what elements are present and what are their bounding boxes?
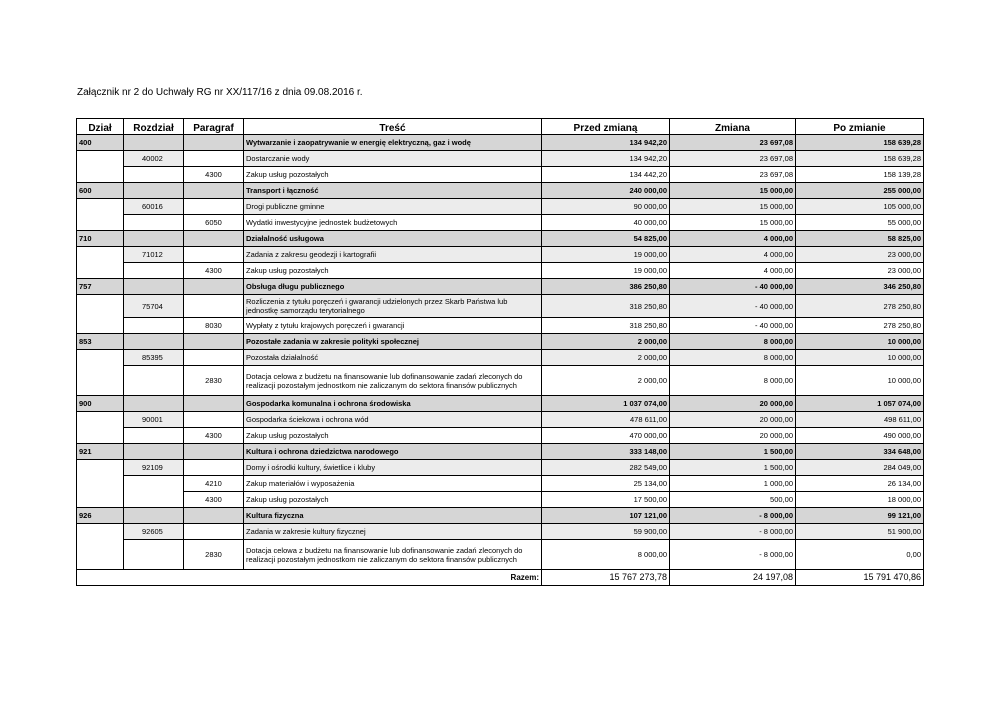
rozdzial-cell: [124, 318, 184, 334]
po-zmianie-cell: 158 639,28: [796, 135, 924, 151]
dzial-cell: 600: [77, 183, 124, 199]
rozdzial-cell: [124, 540, 184, 570]
po-zmianie-cell: 18 000,00: [796, 492, 924, 508]
dzial-cell: [77, 492, 124, 508]
paragraph-row: [77, 476, 924, 492]
paragraph-row: [77, 318, 924, 334]
zmiana-cell: 23 697,08: [670, 151, 796, 167]
header-row: [77, 119, 924, 135]
rozdzial-cell: [124, 135, 184, 151]
dzial-cell: [77, 199, 124, 215]
rozdzial-cell: 85395: [124, 350, 184, 366]
rozdzial-cell: [124, 167, 184, 183]
dzial-cell: [77, 295, 124, 318]
zmiana-cell: 20 000,00: [670, 396, 796, 412]
tresc-cell: Zakup usług pozostałych: [244, 167, 542, 183]
zmiana-cell: 1 500,00: [670, 444, 796, 460]
tresc-cell: Zakup usług pozostałych: [244, 492, 542, 508]
zmiana-cell: 8 000,00: [670, 334, 796, 350]
budget-table: [76, 118, 924, 586]
tresc-cell: Zakup materiałów i wyposażenia: [244, 476, 542, 492]
dzial-cell: 921: [77, 444, 124, 460]
paragraf-cell: 2830: [184, 540, 244, 570]
header-zmiana: Zmiana: [670, 119, 796, 135]
total-przed: 15 767 273,78: [542, 570, 670, 586]
header-przed-zmiana: Przed zmianą: [542, 119, 670, 135]
po-zmianie-cell: 51 900,00: [796, 524, 924, 540]
dzial-cell: 853: [77, 334, 124, 350]
paragraf-cell: 4210: [184, 476, 244, 492]
paragraf-cell: 8030: [184, 318, 244, 334]
zmiana-cell: - 40 000,00: [670, 279, 796, 295]
zmiana-cell: 15 000,00: [670, 215, 796, 231]
chapter-row: [77, 412, 924, 428]
rozdzial-cell: 40002: [124, 151, 184, 167]
tresc-cell: Domy i ośrodki kultury, świetlice i kluby: [244, 460, 542, 476]
przed-zmiana-cell: 90 000,00: [542, 199, 670, 215]
tresc-cell: Kultura i ochrona dziedzictwa narodowego: [244, 444, 542, 460]
rozdzial-cell: [124, 444, 184, 460]
zmiana-cell: - 40 000,00: [670, 318, 796, 334]
przed-zmiana-cell: 282 549,00: [542, 460, 670, 476]
paragraf-cell: [184, 183, 244, 199]
total-zmiana: 24 197,08: [670, 570, 796, 586]
rozdzial-cell: [124, 231, 184, 247]
section-row: [77, 279, 924, 295]
zmiana-cell: 8 000,00: [670, 366, 796, 396]
zmiana-cell: 500,00: [670, 492, 796, 508]
po-zmianie-cell: 23 000,00: [796, 263, 924, 279]
paragraf-cell: [184, 199, 244, 215]
zmiana-cell: - 8 000,00: [670, 508, 796, 524]
paragraf-cell: 2830: [184, 366, 244, 396]
total-row: [77, 570, 924, 586]
rozdzial-cell: [124, 279, 184, 295]
tresc-cell: Drogi publiczne gminne: [244, 199, 542, 215]
przed-zmiana-cell: 2 000,00: [542, 350, 670, 366]
tresc-cell: Rozliczenia z tytułu poręczeń i gwarancji udzielonych przez Skarb Państwa lub jednostkę samorządu terytorialnego: [244, 295, 542, 318]
paragraf-cell: [184, 396, 244, 412]
dzial-cell: [77, 476, 124, 492]
rozdzial-cell: [124, 492, 184, 508]
tresc-cell: Zakup usług pozostałych: [244, 263, 542, 279]
paragraf-cell: [184, 460, 244, 476]
dzial-cell: 926: [77, 508, 124, 524]
chapter-row: [77, 247, 924, 263]
rozdzial-cell: 71012: [124, 247, 184, 263]
paragraph-row: [77, 366, 924, 396]
header-rozdzial: Rozdział: [124, 119, 184, 135]
zmiana-cell: 4 000,00: [670, 231, 796, 247]
section-row: [77, 231, 924, 247]
document-title: Załącznik nr 2 do Uchwały RG nr XX/117/16 z dnia 09.08.2016 r.: [77, 87, 363, 98]
tresc-cell: Wypłaty z tytułu krajowych poręczeń i gwarancji: [244, 318, 542, 334]
po-zmianie-cell: 158 139,28: [796, 167, 924, 183]
zmiana-cell: 20 000,00: [670, 428, 796, 444]
rozdzial-cell: [124, 183, 184, 199]
paragraf-cell: [184, 151, 244, 167]
przed-zmiana-cell: 470 000,00: [542, 428, 670, 444]
zmiana-cell: 15 000,00: [670, 183, 796, 199]
po-zmianie-cell: 105 000,00: [796, 199, 924, 215]
section-row: [77, 183, 924, 199]
przed-zmiana-cell: 1 037 074,00: [542, 396, 670, 412]
paragraf-cell: [184, 295, 244, 318]
header-po-zmianie: Po zmianie: [796, 119, 924, 135]
paragraf-cell: [184, 334, 244, 350]
total-po: 15 791 470,86: [796, 570, 924, 586]
przed-zmiana-cell: 478 611,00: [542, 412, 670, 428]
zmiana-cell: 15 000,00: [670, 199, 796, 215]
zmiana-cell: 20 000,00: [670, 412, 796, 428]
zmiana-cell: 1 000,00: [670, 476, 796, 492]
chapter-row: [77, 295, 924, 318]
zmiana-cell: 4 000,00: [670, 263, 796, 279]
tresc-cell: Dostarczanie wody: [244, 151, 542, 167]
po-zmianie-cell: 278 250,80: [796, 318, 924, 334]
header-paragraf: Paragraf: [184, 119, 244, 135]
rozdzial-cell: [124, 396, 184, 412]
chapter-row: [77, 460, 924, 476]
paragraf-cell: 4300: [184, 492, 244, 508]
po-zmianie-cell: 10 000,00: [796, 334, 924, 350]
paragraf-cell: [184, 247, 244, 263]
rozdzial-cell: 92109: [124, 460, 184, 476]
dzial-cell: [77, 215, 124, 231]
przed-zmiana-cell: 40 000,00: [542, 215, 670, 231]
dzial-cell: 900: [77, 396, 124, 412]
zmiana-cell: - 8 000,00: [670, 524, 796, 540]
rozdzial-cell: [124, 215, 184, 231]
po-zmianie-cell: 10 000,00: [796, 366, 924, 396]
dzial-cell: [77, 428, 124, 444]
po-zmianie-cell: 158 639,28: [796, 151, 924, 167]
przed-zmiana-cell: 54 825,00: [542, 231, 670, 247]
zmiana-cell: 8 000,00: [670, 350, 796, 366]
paragraf-cell: [184, 508, 244, 524]
po-zmianie-cell: 10 000,00: [796, 350, 924, 366]
paragraf-cell: 4300: [184, 167, 244, 183]
tresc-cell: Wydatki inwestycyjne jednostek budżetowych: [244, 215, 542, 231]
rozdzial-cell: 92605: [124, 524, 184, 540]
zmiana-cell: 23 697,08: [670, 167, 796, 183]
przed-zmiana-cell: 318 250,80: [542, 295, 670, 318]
tresc-cell: Wytwarzanie i zaopatrywanie w energię elektryczną, gaz i wodę: [244, 135, 542, 151]
po-zmianie-cell: 278 250,80: [796, 295, 924, 318]
paragraf-cell: 4300: [184, 428, 244, 444]
section-row: [77, 396, 924, 412]
rozdzial-cell: 75704: [124, 295, 184, 318]
tresc-cell: Działalność usługowa: [244, 231, 542, 247]
tresc-cell: Kultura fizyczna: [244, 508, 542, 524]
dzial-cell: [77, 263, 124, 279]
po-zmianie-cell: 55 000,00: [796, 215, 924, 231]
zmiana-cell: 23 697,08: [670, 135, 796, 151]
paragraf-cell: [184, 135, 244, 151]
przed-zmiana-cell: 240 000,00: [542, 183, 670, 199]
dzial-cell: [77, 460, 124, 476]
dzial-cell: [77, 247, 124, 263]
tresc-cell: Gospodarka komunalna i ochrona środowiska: [244, 396, 542, 412]
tresc-cell: Dotacja celowa z budżetu na finansowanie lub dofinansowanie zadań zleconych do realizacji pozostałym jednostkom nie zaliczanym do sektora finansów publicznych: [244, 540, 542, 570]
rozdzial-cell: [124, 366, 184, 396]
section-row: [77, 444, 924, 460]
dzial-cell: [77, 412, 124, 428]
przed-zmiana-cell: 19 000,00: [542, 263, 670, 279]
section-row: [77, 508, 924, 524]
paragraf-cell: [184, 231, 244, 247]
header-tresc: Treść: [244, 119, 542, 135]
paragraf-cell: [184, 524, 244, 540]
po-zmianie-cell: 284 049,00: [796, 460, 924, 476]
rozdzial-cell: [124, 428, 184, 444]
przed-zmiana-cell: 59 900,00: [542, 524, 670, 540]
chapter-row: [77, 199, 924, 215]
paragraph-row: [77, 215, 924, 231]
dzial-cell: [77, 151, 124, 167]
chapter-row: [77, 524, 924, 540]
tresc-cell: Zadania w zakresie kultury fizycznej: [244, 524, 542, 540]
paragraph-row: [77, 167, 924, 183]
rozdzial-cell: [124, 476, 184, 492]
rozdzial-cell: [124, 334, 184, 350]
dzial-cell: [77, 366, 124, 396]
paragraf-cell: [184, 350, 244, 366]
po-zmianie-cell: 255 000,00: [796, 183, 924, 199]
przed-zmiana-cell: 134 942,20: [542, 135, 670, 151]
paragraph-row: [77, 492, 924, 508]
przed-zmiana-cell: 19 000,00: [542, 247, 670, 263]
section-row: [77, 135, 924, 151]
przed-zmiana-cell: 318 250,80: [542, 318, 670, 334]
dzial-cell: 757: [77, 279, 124, 295]
po-zmianie-cell: 0,00: [796, 540, 924, 570]
po-zmianie-cell: 58 825,00: [796, 231, 924, 247]
przed-zmiana-cell: 2 000,00: [542, 334, 670, 350]
rozdzial-cell: [124, 508, 184, 524]
paragraf-cell: 6050: [184, 215, 244, 231]
tresc-cell: Pozostała działalność: [244, 350, 542, 366]
tresc-cell: Gospodarka ściekowa i ochrona wód: [244, 412, 542, 428]
tresc-cell: Pozostałe zadania w zakresie polityki społecznej: [244, 334, 542, 350]
rozdzial-cell: 60016: [124, 199, 184, 215]
zmiana-cell: 1 500,00: [670, 460, 796, 476]
po-zmianie-cell: 490 000,00: [796, 428, 924, 444]
po-zmianie-cell: 346 250,80: [796, 279, 924, 295]
przed-zmiana-cell: 8 000,00: [542, 540, 670, 570]
przed-zmiana-cell: 17 500,00: [542, 492, 670, 508]
dzial-cell: [77, 167, 124, 183]
dzial-cell: [77, 524, 124, 540]
dzial-cell: 710: [77, 231, 124, 247]
po-zmianie-cell: 23 000,00: [796, 247, 924, 263]
przed-zmiana-cell: 333 148,00: [542, 444, 670, 460]
tresc-cell: Dotacja celowa z budżetu na finansowanie lub dofinansowanie zadań zleconych do realizacji pozostałym jednostkom nie zaliczanym do sektora finansów publicznych: [244, 366, 542, 396]
section-row: [77, 334, 924, 350]
dzial-cell: [77, 318, 124, 334]
paragraf-cell: [184, 444, 244, 460]
zmiana-cell: - 40 000,00: [670, 295, 796, 318]
paragraph-row: [77, 428, 924, 444]
rozdzial-cell: 90001: [124, 412, 184, 428]
tresc-cell: Transport i łączność: [244, 183, 542, 199]
dzial-cell: 400: [77, 135, 124, 151]
zmiana-cell: 4 000,00: [670, 247, 796, 263]
dzial-cell: [77, 350, 124, 366]
przed-zmiana-cell: 134 942,20: [542, 151, 670, 167]
paragraph-row: [77, 540, 924, 570]
po-zmianie-cell: 26 134,00: [796, 476, 924, 492]
chapter-row: [77, 350, 924, 366]
dzial-cell: [77, 540, 124, 570]
po-zmianie-cell: 1 057 074,00: [796, 396, 924, 412]
tresc-cell: Zakup usług pozostałych: [244, 428, 542, 444]
paragraf-cell: [184, 279, 244, 295]
przed-zmiana-cell: 25 134,00: [542, 476, 670, 492]
przed-zmiana-cell: 386 250,80: [542, 279, 670, 295]
po-zmianie-cell: 99 121,00: [796, 508, 924, 524]
tresc-cell: Zadania z zakresu geodezji i kartografii: [244, 247, 542, 263]
paragraf-cell: [184, 412, 244, 428]
po-zmianie-cell: 498 611,00: [796, 412, 924, 428]
zmiana-cell: - 8 000,00: [670, 540, 796, 570]
chapter-row: [77, 151, 924, 167]
paragraph-row: [77, 263, 924, 279]
header-dzial: Dział: [77, 119, 124, 135]
paragraf-cell: 4300: [184, 263, 244, 279]
rozdzial-cell: [124, 263, 184, 279]
tresc-cell: Obsługa długu publicznego: [244, 279, 542, 295]
total-label: Razem:: [77, 570, 542, 586]
przed-zmiana-cell: 107 121,00: [542, 508, 670, 524]
przed-zmiana-cell: 2 000,00: [542, 366, 670, 396]
po-zmianie-cell: 334 648,00: [796, 444, 924, 460]
przed-zmiana-cell: 134 442,20: [542, 167, 670, 183]
